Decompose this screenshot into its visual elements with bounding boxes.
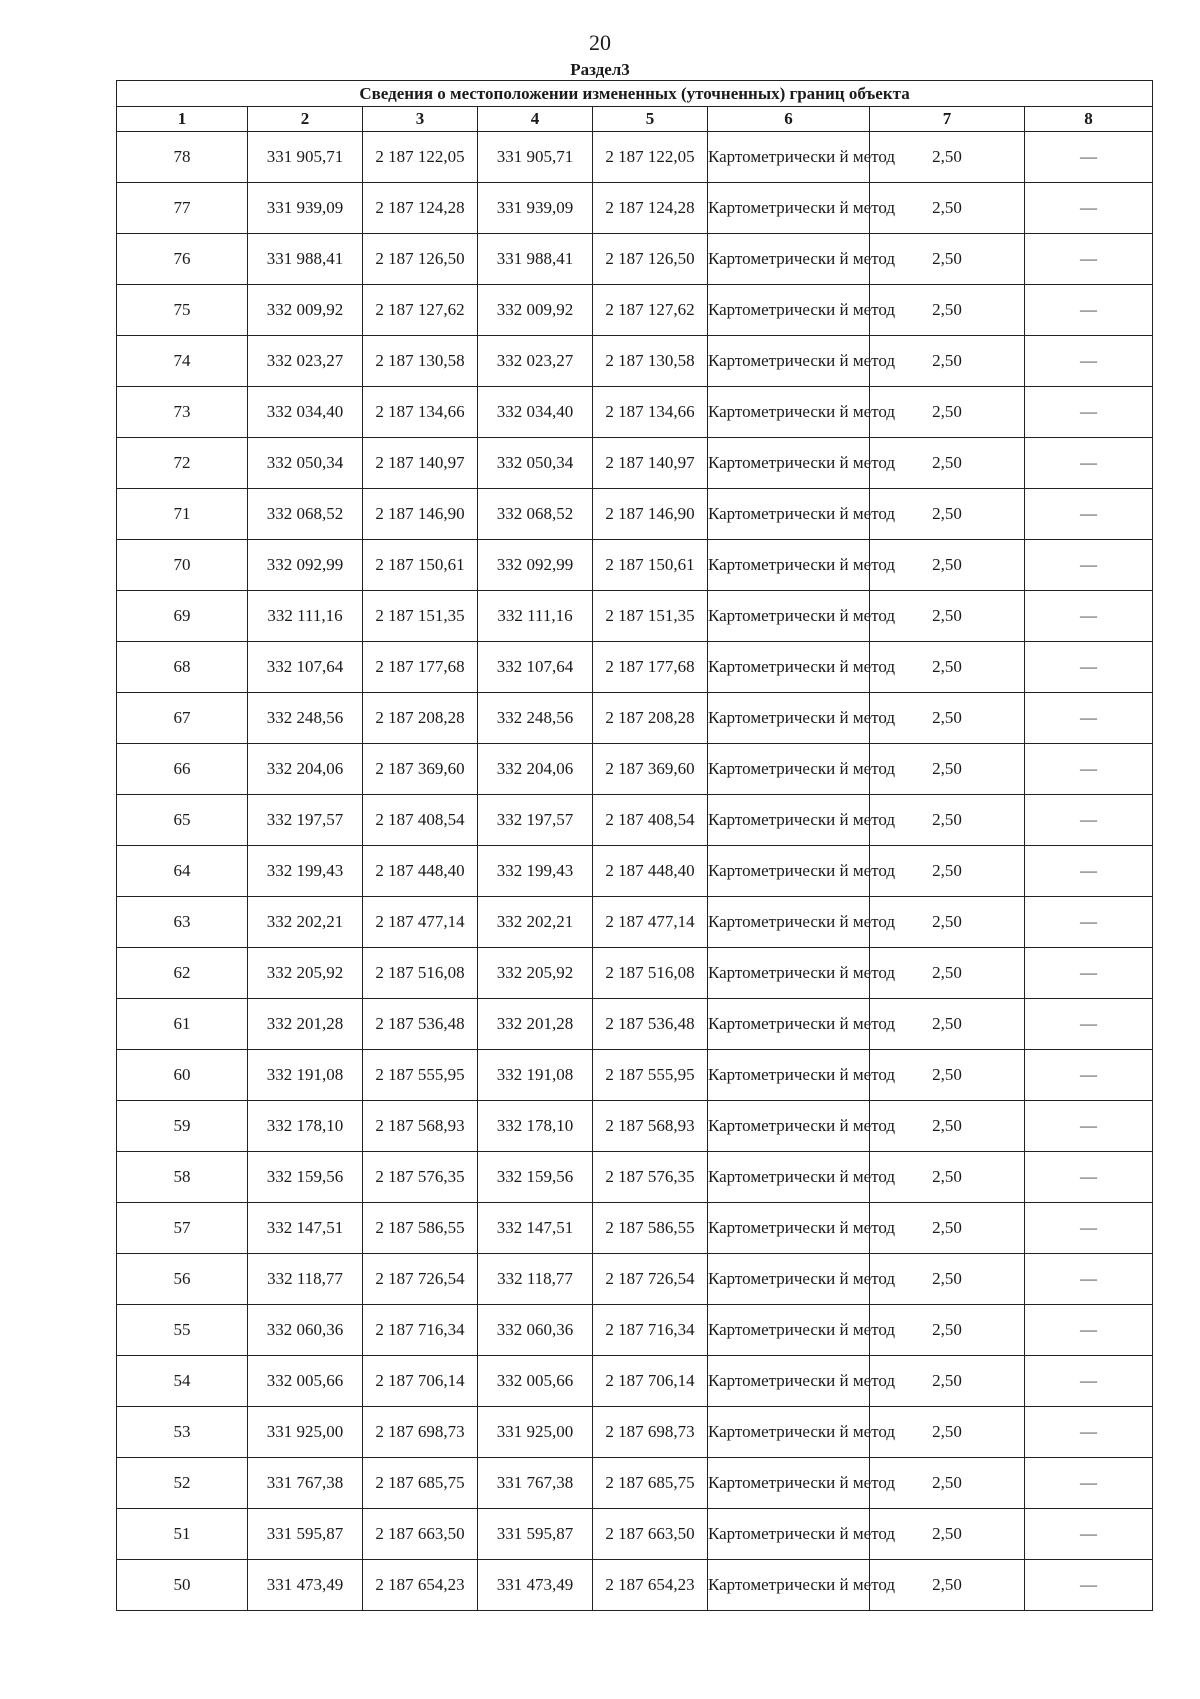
method-cell: Картометрически й метод bbox=[708, 897, 870, 948]
x-old-cell: 332 204,06 bbox=[248, 744, 363, 795]
table-row bbox=[117, 1050, 1153, 1101]
point-number-cell: 55 bbox=[117, 1305, 248, 1356]
description-cell: — bbox=[1025, 387, 1153, 438]
description-cell: — bbox=[1025, 999, 1153, 1050]
method-cell: Картометрически й метод bbox=[708, 693, 870, 744]
accuracy-cell: 2,50 bbox=[870, 336, 1025, 387]
y-old-cell: 2 187 122,05 bbox=[363, 132, 478, 183]
table-row bbox=[117, 183, 1153, 234]
point-number-cell: 67 bbox=[117, 693, 248, 744]
y-old-cell: 2 187 126,50 bbox=[363, 234, 478, 285]
y-new-cell: 2 187 555,95 bbox=[593, 1050, 708, 1101]
point-number-cell: 78 bbox=[117, 132, 248, 183]
point-number-cell: 72 bbox=[117, 438, 248, 489]
table-row bbox=[117, 1305, 1153, 1356]
accuracy-cell: 2,50 bbox=[870, 1305, 1025, 1356]
description-cell: — bbox=[1025, 1203, 1153, 1254]
table-row bbox=[117, 1509, 1153, 1560]
accuracy-cell: 2,50 bbox=[870, 1458, 1025, 1509]
x-old-cell: 331 473,49 bbox=[248, 1560, 363, 1611]
column-header: 6 bbox=[708, 107, 870, 132]
x-new-cell: 331 767,38 bbox=[478, 1458, 593, 1509]
description-cell: — bbox=[1025, 846, 1153, 897]
table-row bbox=[117, 285, 1153, 336]
table-row bbox=[117, 132, 1153, 183]
accuracy-cell: 2,50 bbox=[870, 846, 1025, 897]
accuracy-cell: 2,50 bbox=[870, 1101, 1025, 1152]
x-new-cell: 332 197,57 bbox=[478, 795, 593, 846]
x-old-cell: 331 939,09 bbox=[248, 183, 363, 234]
y-old-cell: 2 187 127,62 bbox=[363, 285, 478, 336]
description-cell: — bbox=[1025, 438, 1153, 489]
y-old-cell: 2 187 706,14 bbox=[363, 1356, 478, 1407]
accuracy-cell: 2,50 bbox=[870, 591, 1025, 642]
x-new-cell: 332 147,51 bbox=[478, 1203, 593, 1254]
y-new-cell: 2 187 140,97 bbox=[593, 438, 708, 489]
x-new-cell: 332 204,06 bbox=[478, 744, 593, 795]
method-cell: Картометрически й метод bbox=[708, 387, 870, 438]
point-number-cell: 61 bbox=[117, 999, 248, 1050]
y-old-cell: 2 187 177,68 bbox=[363, 642, 478, 693]
y-new-cell: 2 187 134,66 bbox=[593, 387, 708, 438]
accuracy-cell: 2,50 bbox=[870, 387, 1025, 438]
y-new-cell: 2 187 726,54 bbox=[593, 1254, 708, 1305]
x-old-cell: 332 205,92 bbox=[248, 948, 363, 999]
y-new-cell: 2 187 536,48 bbox=[593, 999, 708, 1050]
y-old-cell: 2 187 698,73 bbox=[363, 1407, 478, 1458]
description-cell: — bbox=[1025, 1305, 1153, 1356]
accuracy-cell: 2,50 bbox=[870, 744, 1025, 795]
accuracy-cell: 2,50 bbox=[870, 1203, 1025, 1254]
accuracy-cell: 2,50 bbox=[870, 234, 1025, 285]
y-new-cell: 2 187 586,55 bbox=[593, 1203, 708, 1254]
point-number-cell: 53 bbox=[117, 1407, 248, 1458]
y-old-cell: 2 187 130,58 bbox=[363, 336, 478, 387]
point-number-cell: 70 bbox=[117, 540, 248, 591]
accuracy-cell: 2,50 bbox=[870, 999, 1025, 1050]
description-cell: — bbox=[1025, 1509, 1153, 1560]
y-old-cell: 2 187 477,14 bbox=[363, 897, 478, 948]
point-number-cell: 76 bbox=[117, 234, 248, 285]
y-new-cell: 2 187 706,14 bbox=[593, 1356, 708, 1407]
description-cell: — bbox=[1025, 1101, 1153, 1152]
y-old-cell: 2 187 124,28 bbox=[363, 183, 478, 234]
y-new-cell: 2 187 663,50 bbox=[593, 1509, 708, 1560]
table-row bbox=[117, 1101, 1153, 1152]
x-old-cell: 331 767,38 bbox=[248, 1458, 363, 1509]
x-old-cell: 332 068,52 bbox=[248, 489, 363, 540]
method-cell: Картометрически й метод bbox=[708, 948, 870, 999]
method-cell: Картометрически й метод bbox=[708, 1509, 870, 1560]
x-old-cell: 332 202,21 bbox=[248, 897, 363, 948]
table-row bbox=[117, 795, 1153, 846]
point-number-cell: 59 bbox=[117, 1101, 248, 1152]
x-new-cell: 331 473,49 bbox=[478, 1560, 593, 1611]
table-row bbox=[117, 1203, 1153, 1254]
point-number-cell: 69 bbox=[117, 591, 248, 642]
x-new-cell: 331 939,09 bbox=[478, 183, 593, 234]
y-new-cell: 2 187 122,05 bbox=[593, 132, 708, 183]
y-old-cell: 2 187 663,50 bbox=[363, 1509, 478, 1560]
method-cell: Картометрически й метод bbox=[708, 1305, 870, 1356]
method-cell: Картометрически й метод bbox=[708, 285, 870, 336]
description-cell: — bbox=[1025, 591, 1153, 642]
y-new-cell: 2 187 127,62 bbox=[593, 285, 708, 336]
accuracy-cell: 2,50 bbox=[870, 1509, 1025, 1560]
x-new-cell: 332 034,40 bbox=[478, 387, 593, 438]
method-cell: Картометрически й метод bbox=[708, 1560, 870, 1611]
point-number-cell: 60 bbox=[117, 1050, 248, 1101]
table-row bbox=[117, 336, 1153, 387]
y-old-cell: 2 187 448,40 bbox=[363, 846, 478, 897]
method-cell: Картометрически й метод bbox=[708, 1356, 870, 1407]
y-old-cell: 2 187 685,75 bbox=[363, 1458, 478, 1509]
point-number-cell: 71 bbox=[117, 489, 248, 540]
point-number-cell: 63 bbox=[117, 897, 248, 948]
accuracy-cell: 2,50 bbox=[870, 438, 1025, 489]
x-new-cell: 332 023,27 bbox=[478, 336, 593, 387]
table-row bbox=[117, 1560, 1153, 1611]
description-cell: — bbox=[1025, 948, 1153, 999]
description-cell: — bbox=[1025, 897, 1153, 948]
accuracy-cell: 2,50 bbox=[870, 693, 1025, 744]
x-new-cell: 332 248,56 bbox=[478, 693, 593, 744]
x-new-cell: 332 111,16 bbox=[478, 591, 593, 642]
accuracy-cell: 2,50 bbox=[870, 540, 1025, 591]
y-new-cell: 2 187 146,90 bbox=[593, 489, 708, 540]
y-old-cell: 2 187 146,90 bbox=[363, 489, 478, 540]
x-new-cell: 331 925,00 bbox=[478, 1407, 593, 1458]
x-new-cell: 332 159,56 bbox=[478, 1152, 593, 1203]
x-new-cell: 332 205,92 bbox=[478, 948, 593, 999]
point-number-cell: 50 bbox=[117, 1560, 248, 1611]
table-row bbox=[117, 234, 1153, 285]
x-old-cell: 331 595,87 bbox=[248, 1509, 363, 1560]
x-new-cell: 332 092,99 bbox=[478, 540, 593, 591]
y-old-cell: 2 187 516,08 bbox=[363, 948, 478, 999]
description-cell: — bbox=[1025, 132, 1153, 183]
accuracy-cell: 2,50 bbox=[870, 948, 1025, 999]
method-cell: Картометрически й метод bbox=[708, 438, 870, 489]
table-row bbox=[117, 1407, 1153, 1458]
x-old-cell: 332 005,66 bbox=[248, 1356, 363, 1407]
point-number-cell: 52 bbox=[117, 1458, 248, 1509]
point-number-cell: 74 bbox=[117, 336, 248, 387]
description-cell: — bbox=[1025, 1356, 1153, 1407]
accuracy-cell: 2,50 bbox=[870, 132, 1025, 183]
method-cell: Картометрически й метод bbox=[708, 1458, 870, 1509]
x-new-cell: 331 595,87 bbox=[478, 1509, 593, 1560]
x-old-cell: 332 092,99 bbox=[248, 540, 363, 591]
x-old-cell: 332 009,92 bbox=[248, 285, 363, 336]
x-new-cell: 332 009,92 bbox=[478, 285, 593, 336]
method-cell: Картометрически й метод bbox=[708, 1152, 870, 1203]
table-row bbox=[117, 642, 1153, 693]
table-row bbox=[117, 897, 1153, 948]
y-old-cell: 2 187 369,60 bbox=[363, 744, 478, 795]
y-old-cell: 2 187 536,48 bbox=[363, 999, 478, 1050]
accuracy-cell: 2,50 bbox=[870, 1407, 1025, 1458]
method-cell: Картометрически й метод bbox=[708, 1101, 870, 1152]
description-cell: — bbox=[1025, 1254, 1153, 1305]
y-new-cell: 2 187 477,14 bbox=[593, 897, 708, 948]
method-cell: Картометрически й метод bbox=[708, 642, 870, 693]
accuracy-cell: 2,50 bbox=[870, 489, 1025, 540]
method-cell: Картометрически й метод bbox=[708, 336, 870, 387]
point-number-cell: 75 bbox=[117, 285, 248, 336]
accuracy-cell: 2,50 bbox=[870, 1152, 1025, 1203]
accuracy-cell: 2,50 bbox=[870, 642, 1025, 693]
table-row bbox=[117, 846, 1153, 897]
point-number-cell: 64 bbox=[117, 846, 248, 897]
table-row bbox=[117, 387, 1153, 438]
point-number-cell: 65 bbox=[117, 795, 248, 846]
coordinates-table bbox=[116, 80, 1153, 1611]
column-header: 8 bbox=[1025, 107, 1153, 132]
method-cell: Картометрически й метод bbox=[708, 999, 870, 1050]
table-row bbox=[117, 438, 1153, 489]
x-new-cell: 332 191,08 bbox=[478, 1050, 593, 1101]
y-new-cell: 2 187 716,34 bbox=[593, 1305, 708, 1356]
accuracy-cell: 2,50 bbox=[870, 897, 1025, 948]
table-row bbox=[117, 1152, 1153, 1203]
method-cell: Картометрически й метод bbox=[708, 846, 870, 897]
y-old-cell: 2 187 134,66 bbox=[363, 387, 478, 438]
table-caption: Сведения о местоположении измененных (уточненных) границ объекта bbox=[117, 81, 1153, 107]
y-new-cell: 2 187 150,61 bbox=[593, 540, 708, 591]
y-new-cell: 2 187 568,93 bbox=[593, 1101, 708, 1152]
table-row bbox=[117, 591, 1153, 642]
x-old-cell: 332 107,64 bbox=[248, 642, 363, 693]
method-cell: Картометрически й метод bbox=[708, 1203, 870, 1254]
y-new-cell: 2 187 124,28 bbox=[593, 183, 708, 234]
page-number: 20 bbox=[589, 30, 611, 55]
description-cell: — bbox=[1025, 540, 1153, 591]
table-row bbox=[117, 744, 1153, 795]
description-cell: — bbox=[1025, 1407, 1153, 1458]
description-cell: — bbox=[1025, 1152, 1153, 1203]
y-old-cell: 2 187 151,35 bbox=[363, 591, 478, 642]
x-new-cell: 332 178,10 bbox=[478, 1101, 593, 1152]
point-number-cell: 58 bbox=[117, 1152, 248, 1203]
y-old-cell: 2 187 726,54 bbox=[363, 1254, 478, 1305]
table-row bbox=[117, 693, 1153, 744]
accuracy-cell: 2,50 bbox=[870, 1254, 1025, 1305]
description-cell: — bbox=[1025, 1560, 1153, 1611]
description-cell: — bbox=[1025, 285, 1153, 336]
description-cell: — bbox=[1025, 234, 1153, 285]
point-number-cell: 57 bbox=[117, 1203, 248, 1254]
y-old-cell: 2 187 586,55 bbox=[363, 1203, 478, 1254]
x-new-cell: 332 050,34 bbox=[478, 438, 593, 489]
y-old-cell: 2 187 408,54 bbox=[363, 795, 478, 846]
method-cell: Картометрически й метод bbox=[708, 795, 870, 846]
description-cell: — bbox=[1025, 693, 1153, 744]
table-body bbox=[117, 132, 1153, 1611]
method-cell: Картометрически й метод bbox=[708, 591, 870, 642]
point-number-cell: 66 bbox=[117, 744, 248, 795]
x-old-cell: 332 199,43 bbox=[248, 846, 363, 897]
method-cell: Картометрически й метод bbox=[708, 1050, 870, 1101]
x-new-cell: 332 202,21 bbox=[478, 897, 593, 948]
y-old-cell: 2 187 208,28 bbox=[363, 693, 478, 744]
method-cell: Картометрически й метод bbox=[708, 540, 870, 591]
x-old-cell: 332 191,08 bbox=[248, 1050, 363, 1101]
y-old-cell: 2 187 555,95 bbox=[363, 1050, 478, 1101]
x-old-cell: 332 050,34 bbox=[248, 438, 363, 489]
description-cell: — bbox=[1025, 642, 1153, 693]
description-cell: — bbox=[1025, 1050, 1153, 1101]
x-old-cell: 331 988,41 bbox=[248, 234, 363, 285]
method-cell: Картометрически й метод bbox=[708, 183, 870, 234]
x-old-cell: 332 060,36 bbox=[248, 1305, 363, 1356]
table-row bbox=[117, 999, 1153, 1050]
header-row bbox=[117, 107, 1153, 132]
y-old-cell: 2 187 568,93 bbox=[363, 1101, 478, 1152]
description-cell: — bbox=[1025, 489, 1153, 540]
y-old-cell: 2 187 654,23 bbox=[363, 1560, 478, 1611]
y-new-cell: 2 187 685,75 bbox=[593, 1458, 708, 1509]
column-header: 3 bbox=[363, 107, 478, 132]
x-old-cell: 331 925,00 bbox=[248, 1407, 363, 1458]
x-new-cell: 332 107,64 bbox=[478, 642, 593, 693]
point-number-cell: 68 bbox=[117, 642, 248, 693]
x-old-cell: 332 201,28 bbox=[248, 999, 363, 1050]
x-old-cell: 332 034,40 bbox=[248, 387, 363, 438]
x-old-cell: 332 159,56 bbox=[248, 1152, 363, 1203]
description-cell: — bbox=[1025, 1458, 1153, 1509]
y-new-cell: 2 187 698,73 bbox=[593, 1407, 708, 1458]
x-new-cell: 331 988,41 bbox=[478, 234, 593, 285]
y-new-cell: 2 187 130,58 bbox=[593, 336, 708, 387]
description-cell: — bbox=[1025, 183, 1153, 234]
x-old-cell: 331 905,71 bbox=[248, 132, 363, 183]
y-new-cell: 2 187 177,68 bbox=[593, 642, 708, 693]
column-header: 4 bbox=[478, 107, 593, 132]
y-new-cell: 2 187 408,54 bbox=[593, 795, 708, 846]
point-number-cell: 73 bbox=[117, 387, 248, 438]
x-new-cell: 332 199,43 bbox=[478, 846, 593, 897]
section-title: Раздел3 bbox=[570, 60, 630, 79]
description-cell: — bbox=[1025, 795, 1153, 846]
y-old-cell: 2 187 716,34 bbox=[363, 1305, 478, 1356]
x-old-cell: 332 147,51 bbox=[248, 1203, 363, 1254]
y-new-cell: 2 187 126,50 bbox=[593, 234, 708, 285]
method-cell: Картометрически й метод bbox=[708, 132, 870, 183]
point-number-cell: 62 bbox=[117, 948, 248, 999]
x-new-cell: 332 118,77 bbox=[478, 1254, 593, 1305]
column-header: 5 bbox=[593, 107, 708, 132]
column-header: 7 bbox=[870, 107, 1025, 132]
accuracy-cell: 2,50 bbox=[870, 1050, 1025, 1101]
method-cell: Картометрически й метод bbox=[708, 489, 870, 540]
table-row bbox=[117, 540, 1153, 591]
y-new-cell: 2 187 208,28 bbox=[593, 693, 708, 744]
description-cell: — bbox=[1025, 336, 1153, 387]
y-old-cell: 2 187 140,97 bbox=[363, 438, 478, 489]
column-header: 1 bbox=[117, 107, 248, 132]
x-old-cell: 332 248,56 bbox=[248, 693, 363, 744]
accuracy-cell: 2,50 bbox=[870, 1560, 1025, 1611]
table-row bbox=[117, 1254, 1153, 1305]
accuracy-cell: 2,50 bbox=[870, 183, 1025, 234]
x-new-cell: 332 068,52 bbox=[478, 489, 593, 540]
y-old-cell: 2 187 576,35 bbox=[363, 1152, 478, 1203]
x-old-cell: 332 111,16 bbox=[248, 591, 363, 642]
method-cell: Картометрически й метод bbox=[708, 1407, 870, 1458]
point-number-cell: 51 bbox=[117, 1509, 248, 1560]
point-number-cell: 54 bbox=[117, 1356, 248, 1407]
x-old-cell: 332 178,10 bbox=[248, 1101, 363, 1152]
accuracy-cell: 2,50 bbox=[870, 1356, 1025, 1407]
y-new-cell: 2 187 151,35 bbox=[593, 591, 708, 642]
column-header: 2 bbox=[248, 107, 363, 132]
y-new-cell: 2 187 576,35 bbox=[593, 1152, 708, 1203]
table-row bbox=[117, 489, 1153, 540]
point-number-cell: 77 bbox=[117, 183, 248, 234]
x-old-cell: 332 118,77 bbox=[248, 1254, 363, 1305]
y-new-cell: 2 187 369,60 bbox=[593, 744, 708, 795]
x-new-cell: 332 060,36 bbox=[478, 1305, 593, 1356]
accuracy-cell: 2,50 bbox=[870, 795, 1025, 846]
y-old-cell: 2 187 150,61 bbox=[363, 540, 478, 591]
description-cell: — bbox=[1025, 744, 1153, 795]
x-new-cell: 332 005,66 bbox=[478, 1356, 593, 1407]
method-cell: Картометрически й метод bbox=[708, 1254, 870, 1305]
method-cell: Картометрически й метод bbox=[708, 234, 870, 285]
table-row bbox=[117, 1458, 1153, 1509]
x-old-cell: 332 197,57 bbox=[248, 795, 363, 846]
y-new-cell: 2 187 654,23 bbox=[593, 1560, 708, 1611]
x-old-cell: 332 023,27 bbox=[248, 336, 363, 387]
point-number-cell: 56 bbox=[117, 1254, 248, 1305]
x-new-cell: 332 201,28 bbox=[478, 999, 593, 1050]
y-new-cell: 2 187 448,40 bbox=[593, 846, 708, 897]
x-new-cell: 331 905,71 bbox=[478, 132, 593, 183]
table-row bbox=[117, 948, 1153, 999]
y-new-cell: 2 187 516,08 bbox=[593, 948, 708, 999]
accuracy-cell: 2,50 bbox=[870, 285, 1025, 336]
method-cell: Картометрически й метод bbox=[708, 744, 870, 795]
table-row bbox=[117, 1356, 1153, 1407]
